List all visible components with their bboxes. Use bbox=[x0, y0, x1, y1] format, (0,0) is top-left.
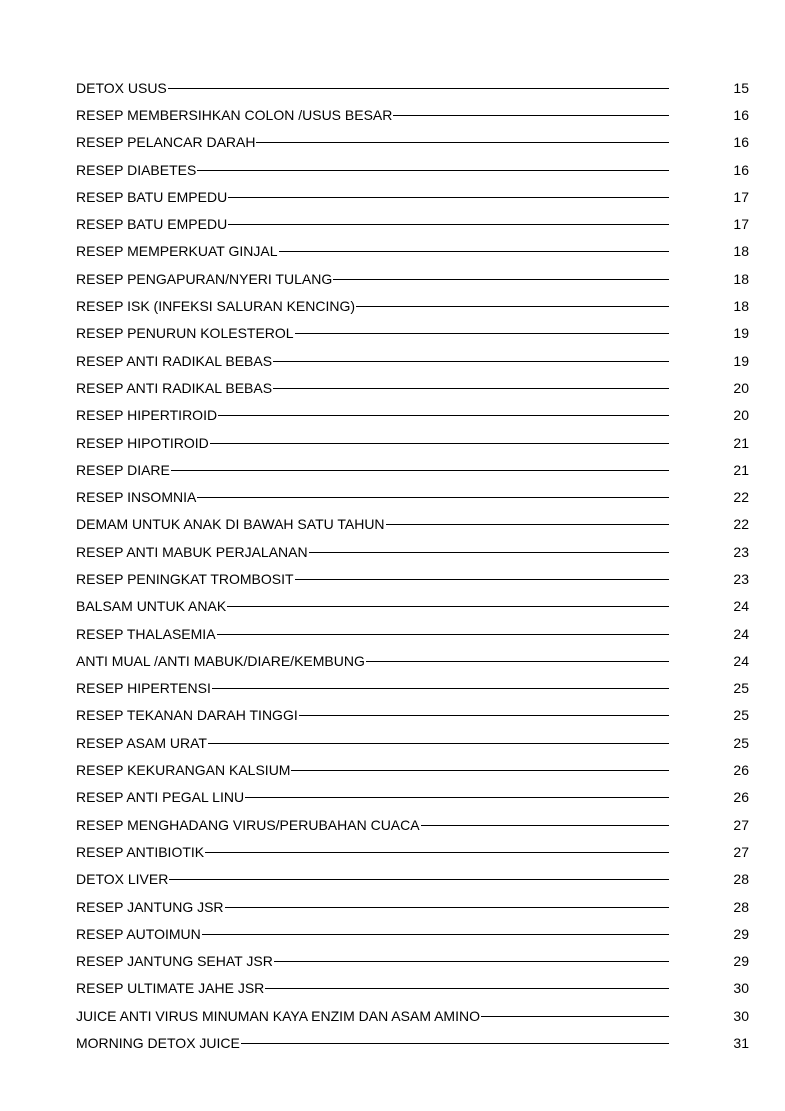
toc-entry-title: RESEP MENGHADANG VIRUS/PERUBAHAN CUACA bbox=[76, 816, 420, 833]
toc-entry-title: RESEP PENGAPURAN/NYERI TULANG bbox=[76, 270, 333, 287]
toc-entry-page-number: 23 bbox=[733, 543, 749, 560]
toc-leader-line bbox=[210, 443, 669, 444]
toc-leader-line bbox=[202, 934, 669, 935]
toc-leader-line bbox=[205, 852, 669, 853]
toc-leader-line bbox=[279, 251, 670, 252]
toc-entry-title: MORNING DETOX JUICE bbox=[76, 1035, 240, 1052]
toc-entry bbox=[76, 702, 749, 729]
toc-entry-title: RESEP PENINGKAT TROMBOSIT bbox=[76, 570, 294, 587]
toc-entry-page-number: 20 bbox=[733, 407, 749, 424]
toc-entry-page-number: 28 bbox=[733, 871, 749, 888]
toc-entry-title: RESEP MEMPERKUAT GINJAL bbox=[76, 243, 278, 260]
toc-leader-line bbox=[274, 961, 669, 962]
toc-entry bbox=[76, 101, 749, 128]
toc-leader-line bbox=[197, 170, 669, 171]
toc-entry-title: RESEP ANTI RADIKAL BEBAS bbox=[76, 379, 273, 396]
toc-leader-line bbox=[217, 634, 669, 635]
toc-entry-page-number: 30 bbox=[733, 1007, 749, 1024]
toc-leader-line bbox=[273, 361, 669, 362]
toc-entry bbox=[76, 402, 749, 429]
toc-entry bbox=[76, 183, 749, 210]
toc-leader-line bbox=[208, 743, 669, 744]
toc-entry-page-number: 16 bbox=[733, 106, 749, 123]
toc-entry bbox=[76, 920, 749, 947]
table-of-contents bbox=[76, 74, 749, 1057]
toc-entry-page-number: 26 bbox=[733, 789, 749, 806]
toc-entry-title: RESEP HIPERTIROID bbox=[76, 407, 218, 424]
toc-entry-title: RESEP KEKURANGAN KALSIUM bbox=[76, 762, 291, 779]
toc-entry-title: RESEP ANTIBIOTIK bbox=[76, 843, 205, 860]
toc-leader-line bbox=[256, 142, 669, 143]
toc-entry bbox=[76, 483, 749, 510]
toc-entry bbox=[76, 948, 749, 975]
toc-entry-page-number: 25 bbox=[733, 734, 749, 751]
toc-leader-line bbox=[393, 115, 669, 116]
toc-leader-line bbox=[386, 524, 669, 525]
toc-entry-title: BALSAM UNTUK ANAK bbox=[76, 598, 227, 615]
toc-entry-page-number: 17 bbox=[733, 216, 749, 233]
toc-leader-line bbox=[299, 715, 669, 716]
toc-entry-title: RESEP BATU EMPEDU bbox=[76, 216, 228, 233]
toc-entry-page-number: 19 bbox=[733, 325, 749, 342]
toc-leader-line bbox=[218, 415, 669, 416]
toc-leader-line bbox=[171, 470, 669, 471]
toc-entry bbox=[76, 729, 749, 756]
toc-entry-title: DETOX USUS bbox=[76, 79, 167, 96]
toc-leader-line bbox=[481, 1016, 669, 1017]
toc-entry bbox=[76, 975, 749, 1002]
toc-entry bbox=[76, 756, 749, 783]
toc-entry bbox=[76, 429, 749, 456]
toc-entry-page-number: 28 bbox=[733, 898, 749, 915]
toc-entry bbox=[76, 620, 749, 647]
toc-entry bbox=[76, 893, 749, 920]
toc-entry-page-number: 25 bbox=[733, 707, 749, 724]
toc-leader-line bbox=[212, 688, 669, 689]
toc-entry-title: RESEP INSOMNIA bbox=[76, 489, 197, 506]
toc-entry-page-number: 21 bbox=[733, 434, 749, 451]
toc-entry-title: RESEP DIABETES bbox=[76, 161, 197, 178]
toc-entry bbox=[76, 347, 749, 374]
toc-entry-title: RESEP ANTI MABUK PERJALANAN bbox=[76, 543, 308, 560]
toc-entry-page-number: 24 bbox=[733, 598, 749, 615]
toc-entry bbox=[76, 811, 749, 838]
toc-leader-line bbox=[295, 579, 669, 580]
toc-entry bbox=[76, 1002, 749, 1029]
toc-entry-page-number: 16 bbox=[733, 134, 749, 151]
toc-entry-title: RESEP PELANCAR DARAH bbox=[76, 134, 256, 151]
toc-entry-page-number: 18 bbox=[733, 270, 749, 287]
toc-entry-title: DETOX LIVER bbox=[76, 871, 169, 888]
toc-entry bbox=[76, 74, 749, 101]
toc-leader-line bbox=[421, 825, 669, 826]
toc-entry-page-number: 18 bbox=[733, 243, 749, 260]
toc-entry bbox=[76, 210, 749, 237]
toc-entry-title: RESEP ASAM URAT bbox=[76, 734, 207, 751]
toc-entry-page-number: 18 bbox=[733, 298, 749, 315]
toc-entry bbox=[76, 838, 749, 865]
toc-entry-page-number: 19 bbox=[733, 352, 749, 369]
toc-leader-line bbox=[169, 879, 669, 880]
toc-leader-line bbox=[225, 907, 669, 908]
toc-leader-line bbox=[273, 388, 669, 389]
toc-entry-page-number: 20 bbox=[733, 379, 749, 396]
toc-entry-page-number: 16 bbox=[733, 161, 749, 178]
toc-leader-line bbox=[228, 197, 669, 198]
toc-leader-line bbox=[168, 88, 669, 89]
toc-entry-page-number: 17 bbox=[733, 188, 749, 205]
toc-entry-title: RESEP ANTI PEGAL LINU bbox=[76, 789, 245, 806]
toc-entry bbox=[76, 565, 749, 592]
toc-entry-title: RESEP JANTUNG SEHAT JSR bbox=[76, 953, 273, 970]
toc-entry-title: RESEP HIPERTENSI bbox=[76, 680, 211, 697]
toc-entry-title: DEMAM UNTUK ANAK DI BAWAH SATU TAHUN bbox=[76, 516, 385, 533]
toc-entry bbox=[76, 292, 749, 319]
toc-entry bbox=[76, 593, 749, 620]
toc-entry-title: RESEP ULTIMATE JAHE JSR bbox=[76, 980, 265, 997]
toc-leader-line bbox=[228, 224, 669, 225]
toc-entry-page-number: 24 bbox=[733, 652, 749, 669]
toc-entry-page-number: 21 bbox=[733, 461, 749, 478]
toc-entry bbox=[76, 320, 749, 347]
toc-entry bbox=[76, 675, 749, 702]
toc-entry-title: RESEP HIPOTIROID bbox=[76, 434, 209, 451]
toc-entry-page-number: 27 bbox=[733, 816, 749, 833]
toc-entry-title: RESEP BATU EMPEDU bbox=[76, 188, 228, 205]
toc-leader-line bbox=[227, 606, 669, 607]
toc-entry-title: RESEP ISK (INFEKSI SALURAN KENCING) bbox=[76, 298, 356, 315]
toc-leader-line bbox=[295, 333, 669, 334]
toc-entry-page-number: 22 bbox=[733, 489, 749, 506]
toc-entry-page-number: 25 bbox=[733, 680, 749, 697]
toc-entry-title: JUICE ANTI VIRUS MINUMAN KAYA ENZIM DAN ASAM AMINO bbox=[76, 1007, 480, 1024]
toc-entry-title: RESEP TEKANAN DARAH TINGGI bbox=[76, 707, 298, 724]
toc-leader-line bbox=[245, 797, 669, 798]
toc-entry-title: RESEP MEMBERSIHKAN COLON /USUS BESAR bbox=[76, 106, 393, 123]
toc-entry bbox=[76, 374, 749, 401]
toc-entry-title: RESEP DIARE bbox=[76, 461, 170, 478]
toc-entry-page-number: 23 bbox=[733, 570, 749, 587]
toc-entry bbox=[76, 238, 749, 265]
toc-leader-line bbox=[265, 988, 669, 989]
toc-entry-page-number: 26 bbox=[733, 762, 749, 779]
toc-entry-page-number: 15 bbox=[733, 79, 749, 96]
toc-entry-page-number: 22 bbox=[733, 516, 749, 533]
toc-leader-line bbox=[291, 770, 669, 771]
toc-entry bbox=[76, 456, 749, 483]
toc-leader-line bbox=[333, 279, 669, 280]
toc-entry bbox=[76, 538, 749, 565]
toc-entry-title: RESEP JANTUNG JSR bbox=[76, 898, 224, 915]
toc-entry bbox=[76, 265, 749, 292]
toc-leader-line bbox=[309, 552, 669, 553]
toc-entry-title: RESEP THALASEMIA bbox=[76, 625, 216, 642]
toc-entry bbox=[76, 511, 749, 538]
toc-entry bbox=[76, 866, 749, 893]
toc-entry-title: RESEP AUTOIMUN bbox=[76, 925, 201, 942]
toc-entry-title: RESEP PENURUN KOLESTEROL bbox=[76, 325, 294, 342]
toc-entry bbox=[76, 647, 749, 674]
toc-leader-line bbox=[356, 306, 669, 307]
toc-entry bbox=[76, 1029, 749, 1056]
toc-entry bbox=[76, 156, 749, 183]
toc-entry-page-number: 29 bbox=[733, 925, 749, 942]
toc-entry-title: RESEP ANTI RADIKAL BEBAS bbox=[76, 352, 273, 369]
toc-leader-line bbox=[241, 1043, 669, 1044]
toc-entry bbox=[76, 784, 749, 811]
toc-entry-page-number: 31 bbox=[733, 1035, 749, 1052]
toc-leader-line bbox=[366, 661, 669, 662]
toc-entry-title: ANTI MUAL /ANTI MABUK/DIARE/KEMBUNG bbox=[76, 652, 365, 669]
toc-entry-page-number: 30 bbox=[733, 980, 749, 997]
toc-leader-line bbox=[197, 497, 669, 498]
toc-entry-page-number: 29 bbox=[733, 953, 749, 970]
toc-entry-page-number: 24 bbox=[733, 625, 749, 642]
toc-entry bbox=[76, 129, 749, 156]
toc-entry-page-number: 27 bbox=[733, 843, 749, 860]
